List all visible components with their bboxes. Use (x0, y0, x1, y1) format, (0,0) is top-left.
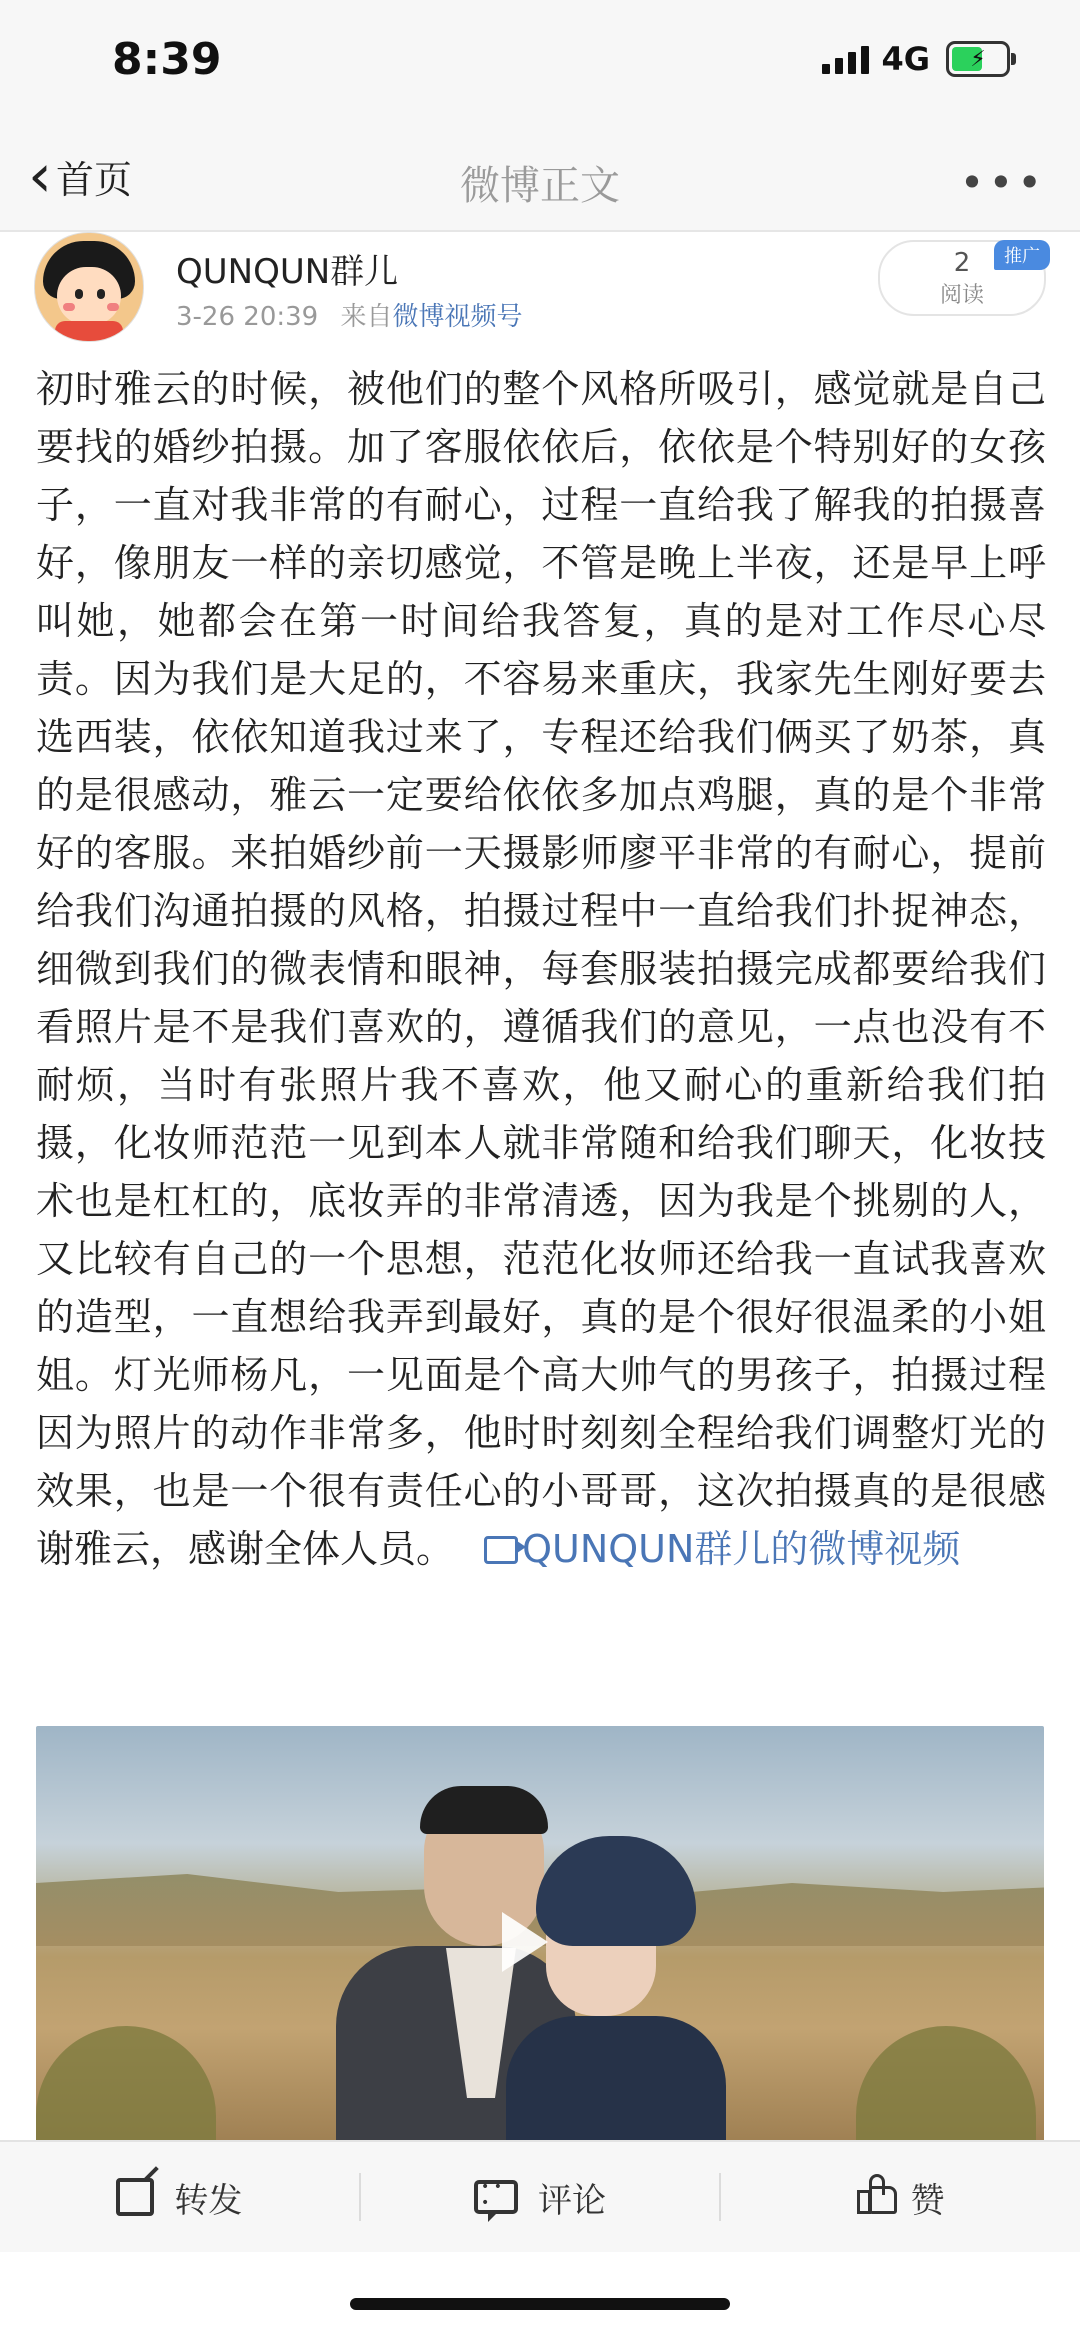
page-title: 微博正文 (460, 163, 620, 209)
nav-bar (0, 130, 1080, 232)
action-bar (0, 2140, 1080, 2252)
post-time: 3-26 20:39 (176, 302, 319, 332)
promo-badge[interactable]: 推广 (994, 240, 1050, 270)
comment-button[interactable] (361, 2167, 720, 2227)
video-link[interactable] (484, 1527, 960, 1571)
comment-icon (474, 2180, 518, 2214)
author-name[interactable]: QUNQUN群儿 (176, 252, 399, 292)
battery-charging-icon: ⚡ (946, 41, 1010, 77)
repost-label: 转发 (174, 2180, 243, 2221)
home-indicator[interactable] (350, 2298, 730, 2310)
post-body (36, 360, 1046, 1578)
source-prefix: 来自 (340, 302, 393, 332)
like-label: 赞 (910, 2180, 945, 2221)
video-thumbnail[interactable] (36, 1726, 1044, 2146)
post-source-link[interactable]: 微博视频号 (392, 302, 523, 332)
status-indicators (822, 40, 1010, 78)
author-header (34, 232, 1046, 352)
chevron-left-icon: ‹ (28, 141, 52, 211)
post-text: 初时雅云的时候，被他们的整个风格所吸引，感觉就是自己要找的婚纱拍摄。加了客服依依后，依依是个特别好的女孩子，一直对我非常的有耐心，过程一直给我了解我的拍摄喜好，像朋友一样的亲切感觉，不管是晚上半夜，还是早上呼叫她，她都会在第一时间给我答复，真的是对工作尽心尽责。因为我们是大足的，不容易来重庆，我家先生刚好要去选西装，依依知道我过来了，专程还给我们俩买了奶茶，真的是很感动，雅云一定要给依依多加点鸡腿，真的是个非常好的客服。来拍婚纱前一天摄影师廖平非常的有耐心，提前给我们沟通拍摄的风格，拍摄过程中一直给我们扑捉神态，细微到我们的微表情和眼神，每套服装拍摄完成都要给我们看照片是不是我们喜欢的，遵循我们的意见，一点也没有不耐烦，当时有张照片我不喜欢，他又耐心的重新给我们拍摄，化妆师范范一见到本人就非常随和给我们聊天，化妆技术也是杠杠的，底妆弄的非常清透，因为我是个挑剔的人，又比较有自己的一个思想，范范化妆师还给我一直试我喜欢的造型，一直想给我弄到最好，真的是个很好很温柔的小姐姐。灯光师杨凡，一见面是个高大帅气的男孩子，拍摄过程因为照片的动作非常多，他时时刻刻全程给我们调整灯光的效果，也是一个很有责任心的小哥哥，这次拍摄真的是很感谢雅云，感谢全体人员。 (36, 367, 1046, 1571)
network-type: 4G (881, 40, 930, 78)
repost-button[interactable] (0, 2167, 359, 2227)
avatar[interactable] (34, 232, 144, 342)
comment-label: 评论 (538, 2180, 606, 2221)
like-button[interactable] (721, 2167, 1080, 2227)
video-camera-icon (484, 1536, 518, 1564)
share-icon (116, 2178, 154, 2216)
read-count: 2 (953, 248, 971, 278)
read-count-badge (878, 240, 1046, 316)
post-meta (176, 296, 523, 333)
more-dots-icon[interactable]: ••• (959, 158, 1046, 207)
video-link-label: QUNQUN群儿的微博视频 (522, 1527, 961, 1571)
play-icon[interactable] (502, 1912, 548, 1972)
read-label: 阅读 (939, 283, 984, 308)
status-time: 8:39 (112, 34, 222, 85)
signal-bars-icon (822, 44, 869, 74)
back-label: 首页 (56, 157, 133, 202)
thumbs-up-icon (857, 2180, 891, 2214)
status-bar (0, 0, 1080, 130)
